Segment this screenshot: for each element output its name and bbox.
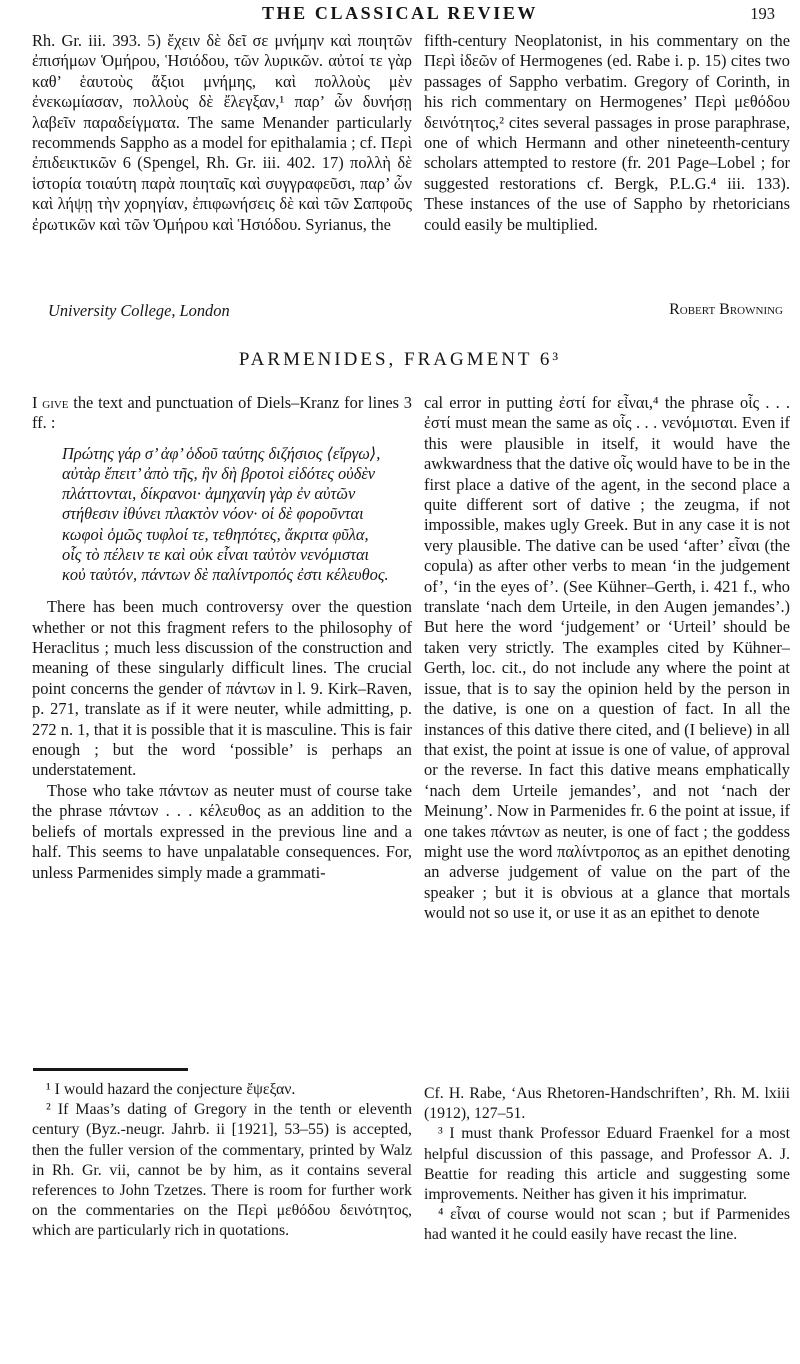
verse-line: στήθεσιν ἰθύνει πλακτὸν νόον· οἱ δὲ φοροῦνται [62,504,364,524]
byline [32,301,783,321]
footnotes-left [32,1068,412,1242]
verse-line: αὐτὰρ ἔπειτ’ ἀπὸ τῆς, ἣν δὴ βροτοὶ εἰδότες οὐδὲν [62,464,376,484]
previous-article-end [32,31,790,235]
footnote-2: ² If Maas’s dating of Gregory in the tenth or eleventh century (Byz.-neugr. Jahrb. ii [1921], 53–55) is accepted, then the fuller version of the commentary, printed by Walz in Rh. Gr. vii, cannot be by him, as it contains several references to John Tzetzes. There is room for further work on the commentaries on the Περὶ μεθόδου δεινότητος, which are particularly rich in quotations. [32,1101,412,1240]
body-paragraph: There has been much controversy over the question whether or not this fragment refers to the philosophy of Heraclitus ; much less discussion of the construction and meaning of these singularly difficult lines. The crucial point concerns the gender of πάντων in l. 9. Kirk–Raven, p. 271, translate as if it were neuter, while admitting, p. 272 n. 1, that it is possible that it is masculine. This is fair enough ; but the word ‘possible’ is perhaps an understatement. [32,597,412,780]
greek-verse-block [32,444,412,585]
page-number: 193 [750,4,775,23]
footnotes-right [424,1084,790,1246]
journal-title: THE CLASSICAL REVIEW [261,3,539,23]
top-left-column [32,31,412,235]
intro-paragraph [32,393,412,434]
verse-line: κωφοὶ ὁμῶς τυφλοί τε, τεθηπότες, ἄκριτα φῦλα, [62,524,369,544]
article-left-column [32,393,412,1303]
top-right-column [424,31,790,235]
author-name: Robert Browning [669,301,783,318]
running-head [0,3,800,29]
verse-line: πλάττονται, δίκρανοι· ἀμηχανίη γὰρ ἐν αὐτῶν [62,484,356,504]
footnote-2-continuation: Cf. H. Rabe, ‘Aus Rhetoren-Handschriften’, Rh. M. lxiii (1912), 127–51. [424,1085,790,1123]
body-paragraph: Those who take πάντων as neuter must of course take the phrase πάντων . . . κέλευθος as an addition to the beliefs of mortals expressed in the previous line and a half. This seems to have unpalatable consequences. For, unless Parmenides simply made a grammati- [32,780,412,882]
article-right-column [424,393,790,1303]
footnote-rule [33,1068,188,1071]
verse-line: οἷς τὸ πέλειν τε καὶ οὐκ εἶναι ταὐτὸν νενόμισται [62,544,370,564]
article-body [32,393,790,1303]
author-affiliation: University College, London [48,301,230,320]
footnote-4: ⁴ εἶναι of course would not scan ; but if Parmenides had wanted it he could easily have recast the line. [424,1206,790,1244]
verse-line: κοὐ ταὐτόν, πάντων δὲ παλίντροπός ἐστι κέλευθος. [62,565,389,585]
verse-line: Πρώτης γάρ σ’ ἀφ’ ὁδοῦ ταύτης διζήσιος ⟨εἴργω⟩, [62,443,381,463]
footnote-1: ¹ I would hazard the conjecture ἔψεξαν. [46,1081,296,1098]
intro-lead: I give [32,393,69,412]
closing-paragraph: fifth-century Neoplatonist, in his commentary on the Περὶ ἰδεῶν of Hermogenes (ed. Rabe i. p. 15) cites two passages of Sappho verbatim. Gregory of Corinth, in his rich commentary on Hermogenes’ Περὶ μεθόδου δεινότητος,² cites several passages in prose paraphrase, one of which Hermann and other nineteenth-century scholars attempted to restore (fr. 201 Page–Lobel ; for suggested restorations cf. Bergk, P.L.G.⁴ iii. 133). These instances of the use of Sappho by rhetoricians could easily be multiplied. [424,31,790,234]
greek-quotation-paragraph: Rh. Gr. iii. 393. 5) ἔχειν δὲ δεῖ σε μνήμην καὶ ποιητῶν ἐπισήμων Ὁμήρου, Ἡσιόδου, τῶν λυρικῶν. αὐτοί τε γὰρ καθ’ ἑαυτοὺς ἄξιοι μνήμης, καὶ πολλοὺς μὲν ἐνεκωμίασαν, πολλοὺς δὲ ἔλεγξαν,¹ παρ’ ὧν δυνήσῃ λαβεῖν παραδείγματα. The same Menander particularly recommends Sappho as a model for epithalamia ; cf. Περὶ ἐπιδεικτικῶν 6 (Spengel, Rh. Gr. iii. 402. 17) πολλὴ δὲ ἱστορία τοιαύτη παρὰ ποιηταῖς καὶ συγγραφεῦσι, παρ’ ὧν καὶ λήψῃ τὴν χορηγίαν, ἐπιφωνήσεις δὲ καὶ τῶν Σαπφοῦς ἐρωτικῶν καὶ τῶν Ὁμήρου καὶ Ἡσιόδου. Syrianus, the [32,31,412,234]
intro-rest: the text and punctuation of Diels–Kranz for lines 3 ff. : [32,393,412,433]
footnote-3: ³ I must thank Professor Eduard Fraenkel for a most helpful discussion of this passage, and Professor A. J. Beattie for reading this article and suggesting some improvements. Neither has given it his imprimatur. [424,1125,790,1204]
article-title: PARMENIDES, FRAGMENT 6³ [238,349,562,370]
body-paragraph: cal error in putting ἐστί for εἶναι,⁴ the phrase οἷς . . . ἐστί must mean the same as οἷς . . . νενόμισται. Even if this were plausible in itself, it would have the awkwardness that the dative οἷς would have to be in the first place a dative of the agent, in the second place a quite different sort of dative ; the zeugma, if not impossible, makes ugly Greek. But in any case it is not very plausible. The dative can be used ‘after’ εἶναι (the copula) as after other verbs to mean ‘in the judgement of’, ‘in the eyes of’. (See Kühner–Gerth, i. 421 f., who translate ‘nach dem Urteile, in den Augen jemandes’.) But here the word ‘judgement’ or ‘Urteil’ should be taken very strictly. The examples cited by Kühner–Gerth, loc. cit., do not include any where the point at issue, that is to say the opinion held by the person in the dative, is one on a question of fact. In all the instances of this dative there cited, and (I believe) in all that exist, the point at issue is one of value, of approval or the reverse. In fact this dative means emphatically ‘nach dem Urteile jemandes’, and not ‘nach der Meinung’. Now in Parmenides fr. 6 the point at issue, if one takes πάντων as neuter, is one of fact ; the goddess might use the word παλίντροπος as an epithet denoting an adverse judgement of value on the part of the speaker ; but it is obvious at a glance that mortals would not so use it, or use it as an epithet to denote [424,393,790,923]
